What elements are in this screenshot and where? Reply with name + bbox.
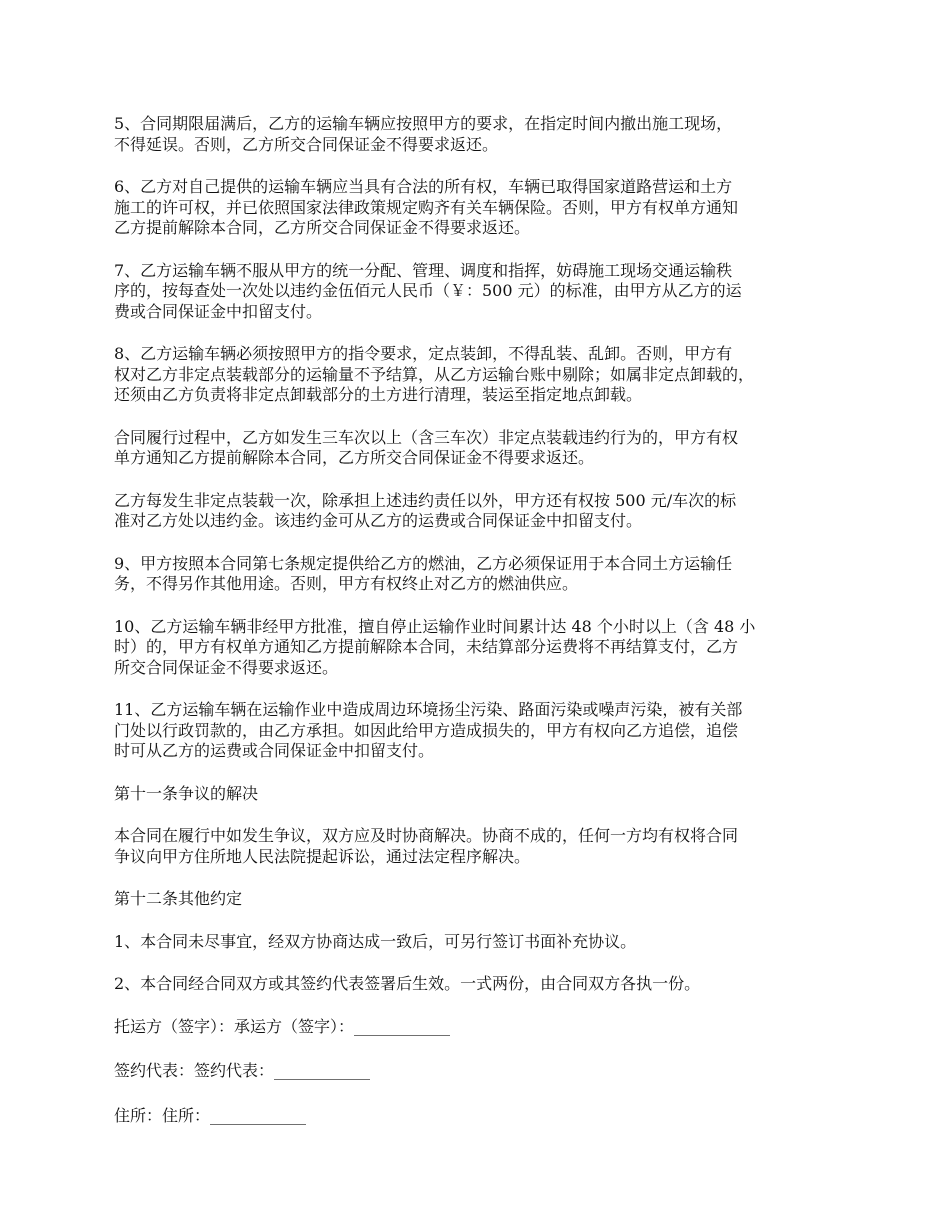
- clause-11: 11、乙方运输车辆在运输作业中造成周边环境扬尘污染、路面污染或噪声污染，被有关部 门处以行政罚款的，由乙方承担。如因此给甲方造成损失的，甲方有权向乙方追偿，追偿 时可从乙方的运费或合同保证金中扣留支付。: [114, 700, 743, 760]
- clause-8-penalty: 乙方每发生非定点装载一次，除承担上述违约责任以外，甲方还有权按 500 元/车次的标 准对乙方处以违约金。该违约金可从乙方的运费或合同保证金中扣留支付。: [114, 490, 737, 530]
- clause-5: 5、合同期限届满后，乙方的运输车辆应按照甲方的要求，在指定时间内撤出施工现场， 不得延误。否则，乙方所交合同保证金不得要求返还。: [114, 114, 733, 154]
- clause-6: 6、乙方对自己提供的运输车辆应当具有合法的所有权，车辆已取得国家道路营运和土方 施工的许可权，并已依照国家法律政策规定购齐有关车辆保险。否则，甲方有权单方通知 乙方提前解除本合同，乙方所交合同保证金不得要求返还。: [114, 177, 739, 237]
- article-12-item-1: 1、本合同未尽事宜，经双方协商达成一致后，可另行签订书面补充协议。: [114, 931, 637, 951]
- signature-line-addresses: 住所：住所：____________: [114, 1105, 307, 1125]
- signature-line-parties: 托运方（签字）：承运方（签字）：____________: [114, 1016, 451, 1036]
- article-11-body: 本合同在履行中如发生争议，双方应及时协商解决。协商不成的，任何一方均有权将合同 争议向甲方住所地人民法院提起诉讼，通过法定程序解决。: [114, 826, 739, 866]
- clause-8: 8、乙方运输车辆必须按照甲方的指令要求，定点装卸，不得乱装、乱卸。否则，甲方有 权对乙方非定点装载部分的运输量不予结算，从乙方运输台账中剔除；如属非定点卸载的， 还须由乙方负责将非定点卸载部分的土方进行清理，装运至指定地点卸载。: [114, 344, 755, 404]
- article-12-item-2: 2、本合同经合同双方或其签约代表签署后生效。一式两份，由合同双方各执一份。: [114, 974, 701, 993]
- signature-line-representatives: 签约代表：签约代表：____________: [114, 1061, 371, 1080]
- document-page: [114, 114, 844, 1150]
- article-11-heading: 第十一条争议的解决: [114, 783, 259, 803]
- article-12-heading: 第十二条其他约定: [114, 889, 243, 908]
- clause-9: 9、甲方按照本合同第七条规定提供给乙方的燃油，乙方必须保证用于本合同土方运输任 务，不得另作其他用途。否则，甲方有权终止对乙方的燃油供应。: [114, 553, 733, 593]
- clause-10: 10、乙方运输车辆非经甲方批准，擅自停止运输作业时间累计达 48 个小时以上（含 48 小 时）的，甲方有权单方通知乙方提前解除本合同，未结算部分运费将不再结算支付，乙方 所交合同保证金不得要求返还。: [114, 616, 756, 677]
- clause-7: 7、乙方运输车辆不服从甲方的统一分配、管理、调度和指挥，妨碍施工现场交通运输秩 序的，按每查处一次处以违约金伍佰元人民币（￥：500 元）的标准，由甲方从乙方的运 费或合同保证金中扣留支付。: [114, 260, 742, 321]
- clause-8-termination: 合同履行过程中，乙方如发生三车次以上（含三车次）非定点装载违约行为的，甲方有权 单方通知乙方提前解除本合同，乙方所交合同保证金不得要求返还。: [114, 427, 739, 467]
